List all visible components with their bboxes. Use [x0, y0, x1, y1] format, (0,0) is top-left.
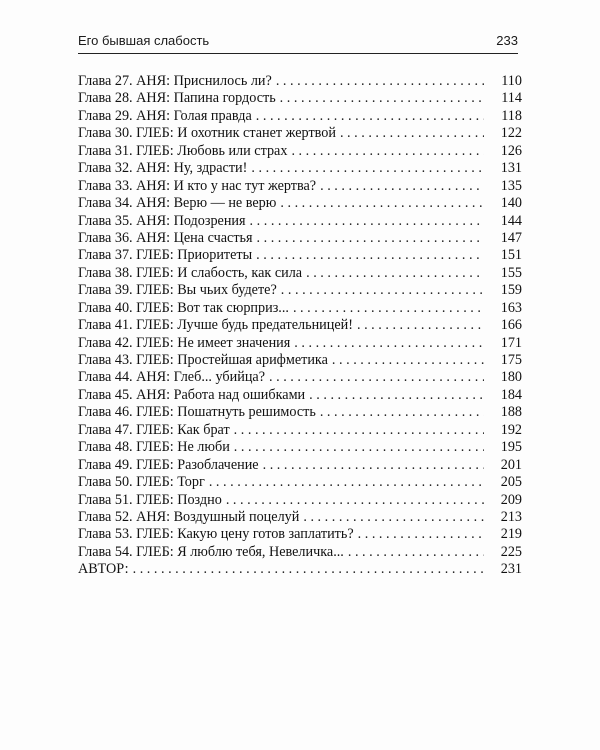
toc-entry-title: Глава 47. ГЛЕБ: Как брат — [78, 421, 230, 438]
toc-entry — [78, 335, 522, 352]
toc-entry — [78, 509, 522, 526]
toc-entry-title: Глава 31. ГЛЕБ: Любовь или страх — [78, 142, 288, 159]
table-of-contents — [78, 73, 522, 579]
dot-leader — [251, 160, 484, 177]
toc-entry-page: 201 — [500, 456, 522, 473]
toc-entry-page: 144 — [500, 212, 522, 229]
toc-entry-title: Глава 34. АНЯ: Верю — не верю — [78, 195, 277, 212]
toc-entry-title: Глава 43. ГЛЕБ: Простейшая арифметика — [78, 352, 328, 368]
toc-entry-title: Глава 41. ГЛЕБ: Лучше будь предательницей! — [78, 317, 353, 334]
toc-entry-page: 231 — [500, 561, 522, 578]
toc-entry-page: 209 — [500, 491, 522, 508]
toc-entry-title: Глава 53. ГЛЕБ: Какую цену готов заплатить? — [78, 526, 354, 543]
toc-entry — [78, 404, 522, 421]
dot-leader — [357, 317, 484, 334]
toc-entry-title: Глава 32. АНЯ: Ну, здрасти! — [78, 160, 248, 177]
toc-entry — [78, 457, 522, 474]
dot-leader — [133, 561, 484, 578]
toc-entry-title: Глава 50. ГЛЕБ: Торг — [78, 474, 205, 491]
dot-leader — [280, 90, 484, 107]
toc-entry-page: 122 — [500, 125, 522, 142]
toc-entry — [78, 195, 522, 212]
dot-leader — [320, 404, 484, 421]
toc-entry-title: Глава 49. ГЛЕБ: Разоблачение — [78, 456, 259, 473]
toc-entry-page: 205 — [500, 474, 522, 491]
toc-entry — [78, 178, 522, 195]
toc-entry-title: Глава 29. АНЯ: Голая правда — [78, 107, 252, 124]
dot-leader — [226, 492, 484, 509]
toc-entry-title: Глава 39. ГЛЕБ: Вы чьих будете? — [78, 282, 277, 299]
toc-entry-page: 192 — [500, 421, 522, 438]
toc-entry-page: 159 — [500, 282, 522, 299]
dot-leader — [293, 300, 484, 317]
toc-entry-page: 118 — [501, 107, 522, 124]
dot-leader — [234, 422, 484, 439]
dot-leader — [309, 387, 484, 404]
toc-entry-title: Глава 28. АНЯ: Папина гордость — [78, 90, 276, 107]
toc-entry-page: 151 — [500, 247, 522, 264]
toc-entry-title: Глава 38. ГЛЕБ: И слабость, как сила — [78, 264, 303, 281]
dot-leader — [269, 369, 484, 386]
toc-entry-title: Глава 44. АНЯ: Глеб... убийца? — [78, 369, 266, 386]
toc-entry-page: 225 — [500, 543, 522, 560]
toc-entry-page: 219 — [500, 526, 522, 543]
toc-entry-page: 140 — [500, 195, 522, 212]
toc-entry-title: Глава 54. ГЛЕБ: Я люблю тебя, Невеличка... — [78, 543, 344, 560]
toc-entry-title: Глава 37. ГЛЕБ: Приоритеты — [78, 247, 253, 264]
toc-entry-page: 195 — [500, 439, 522, 456]
dot-leader — [332, 352, 484, 369]
header-rule — [78, 53, 518, 54]
toc-entry — [78, 492, 522, 509]
toc-entry — [78, 387, 522, 404]
toc-entry-page: 155 — [500, 264, 522, 281]
toc-entry-title: Глава 52. АНЯ: Воздушный поцелуй — [78, 508, 300, 525]
toc-entry-title: Глава 45. АНЯ: Работа над ошибками — [78, 386, 306, 403]
dot-leader — [257, 230, 484, 247]
toc-entry — [78, 213, 522, 230]
toc-entry — [78, 282, 522, 299]
dot-leader — [209, 474, 484, 491]
dot-leader — [256, 247, 484, 264]
dot-leader — [303, 509, 484, 526]
toc-entry — [78, 526, 522, 543]
dot-leader — [280, 195, 484, 212]
dot-leader — [281, 282, 484, 299]
toc-entry-title: Глава 42. ГЛЕБ: Не имеет значения — [78, 334, 291, 351]
toc-entry-page: 180 — [500, 369, 522, 386]
toc-entry-page: 147 — [500, 229, 522, 246]
toc-entry-page: 213 — [500, 508, 522, 525]
toc-entry — [78, 108, 522, 125]
toc-entry — [78, 90, 522, 107]
toc-entry — [78, 230, 522, 247]
dot-leader — [320, 178, 484, 195]
toc-entry — [78, 247, 522, 264]
dot-leader — [250, 213, 484, 230]
toc-entry-title: Глава 27. АНЯ: Приснилось ли? — [78, 73, 272, 89]
toc-entry — [78, 73, 522, 90]
dot-leader — [234, 439, 484, 456]
toc-entry — [78, 369, 522, 386]
toc-entry-page: 114 — [501, 90, 522, 107]
dot-leader — [291, 143, 484, 160]
toc-entry-page: 135 — [500, 177, 522, 194]
toc-entry — [78, 474, 522, 491]
toc-entry-title: Глава 35. АНЯ: Подозрения — [78, 212, 246, 229]
dot-leader — [348, 544, 484, 561]
toc-entry-page: 166 — [500, 317, 522, 334]
toc-entry — [78, 317, 522, 334]
page-number: 233 — [496, 33, 518, 48]
toc-entry-title: АВТОР: — [78, 561, 129, 578]
toc-entry-title: Глава 30. ГЛЕБ: И охотник станет жертвой — [78, 125, 336, 142]
toc-entry-page: 126 — [500, 142, 522, 159]
toc-entry-page: 188 — [500, 404, 522, 421]
toc-entry — [78, 561, 522, 578]
toc-entry — [78, 143, 522, 160]
toc-entry-title: Глава 51. ГЛЕБ: Поздно — [78, 491, 222, 508]
toc-entry-page: 110 — [501, 73, 522, 89]
dot-leader — [276, 73, 484, 90]
dot-leader — [256, 108, 484, 125]
toc-entry-page: 171 — [500, 334, 522, 351]
toc-entry — [78, 300, 522, 317]
toc-entry — [78, 422, 522, 439]
book-title: Его бывшая слабость — [78, 33, 210, 48]
dot-leader — [358, 526, 484, 543]
toc-entry-title: Глава 48. ГЛЕБ: Не люби — [78, 439, 230, 456]
dot-leader — [263, 457, 484, 474]
dot-leader — [294, 335, 484, 352]
dot-leader — [340, 125, 484, 142]
toc-entry-page: 131 — [500, 160, 522, 177]
toc-entry-title: Глава 36. АНЯ: Цена счастья — [78, 229, 253, 246]
toc-entry — [78, 265, 522, 282]
toc-entry-page: 184 — [500, 386, 522, 403]
toc-entry — [78, 160, 522, 177]
toc-entry — [78, 352, 522, 369]
toc-entry-title: Глава 40. ГЛЕБ: Вот так сюрприз... — [78, 299, 289, 316]
toc-entry — [78, 439, 522, 456]
toc-entry-page: 163 — [500, 299, 522, 316]
toc-entry — [78, 125, 522, 142]
toc-entry-title: Глава 33. АНЯ: И кто у нас тут жертва? — [78, 177, 317, 194]
toc-entry-title: Глава 46. ГЛЕБ: Пошатнуть решимость — [78, 404, 316, 421]
dot-leader — [306, 265, 484, 282]
toc-entry-page: 175 — [500, 352, 522, 368]
toc-entry — [78, 544, 522, 561]
